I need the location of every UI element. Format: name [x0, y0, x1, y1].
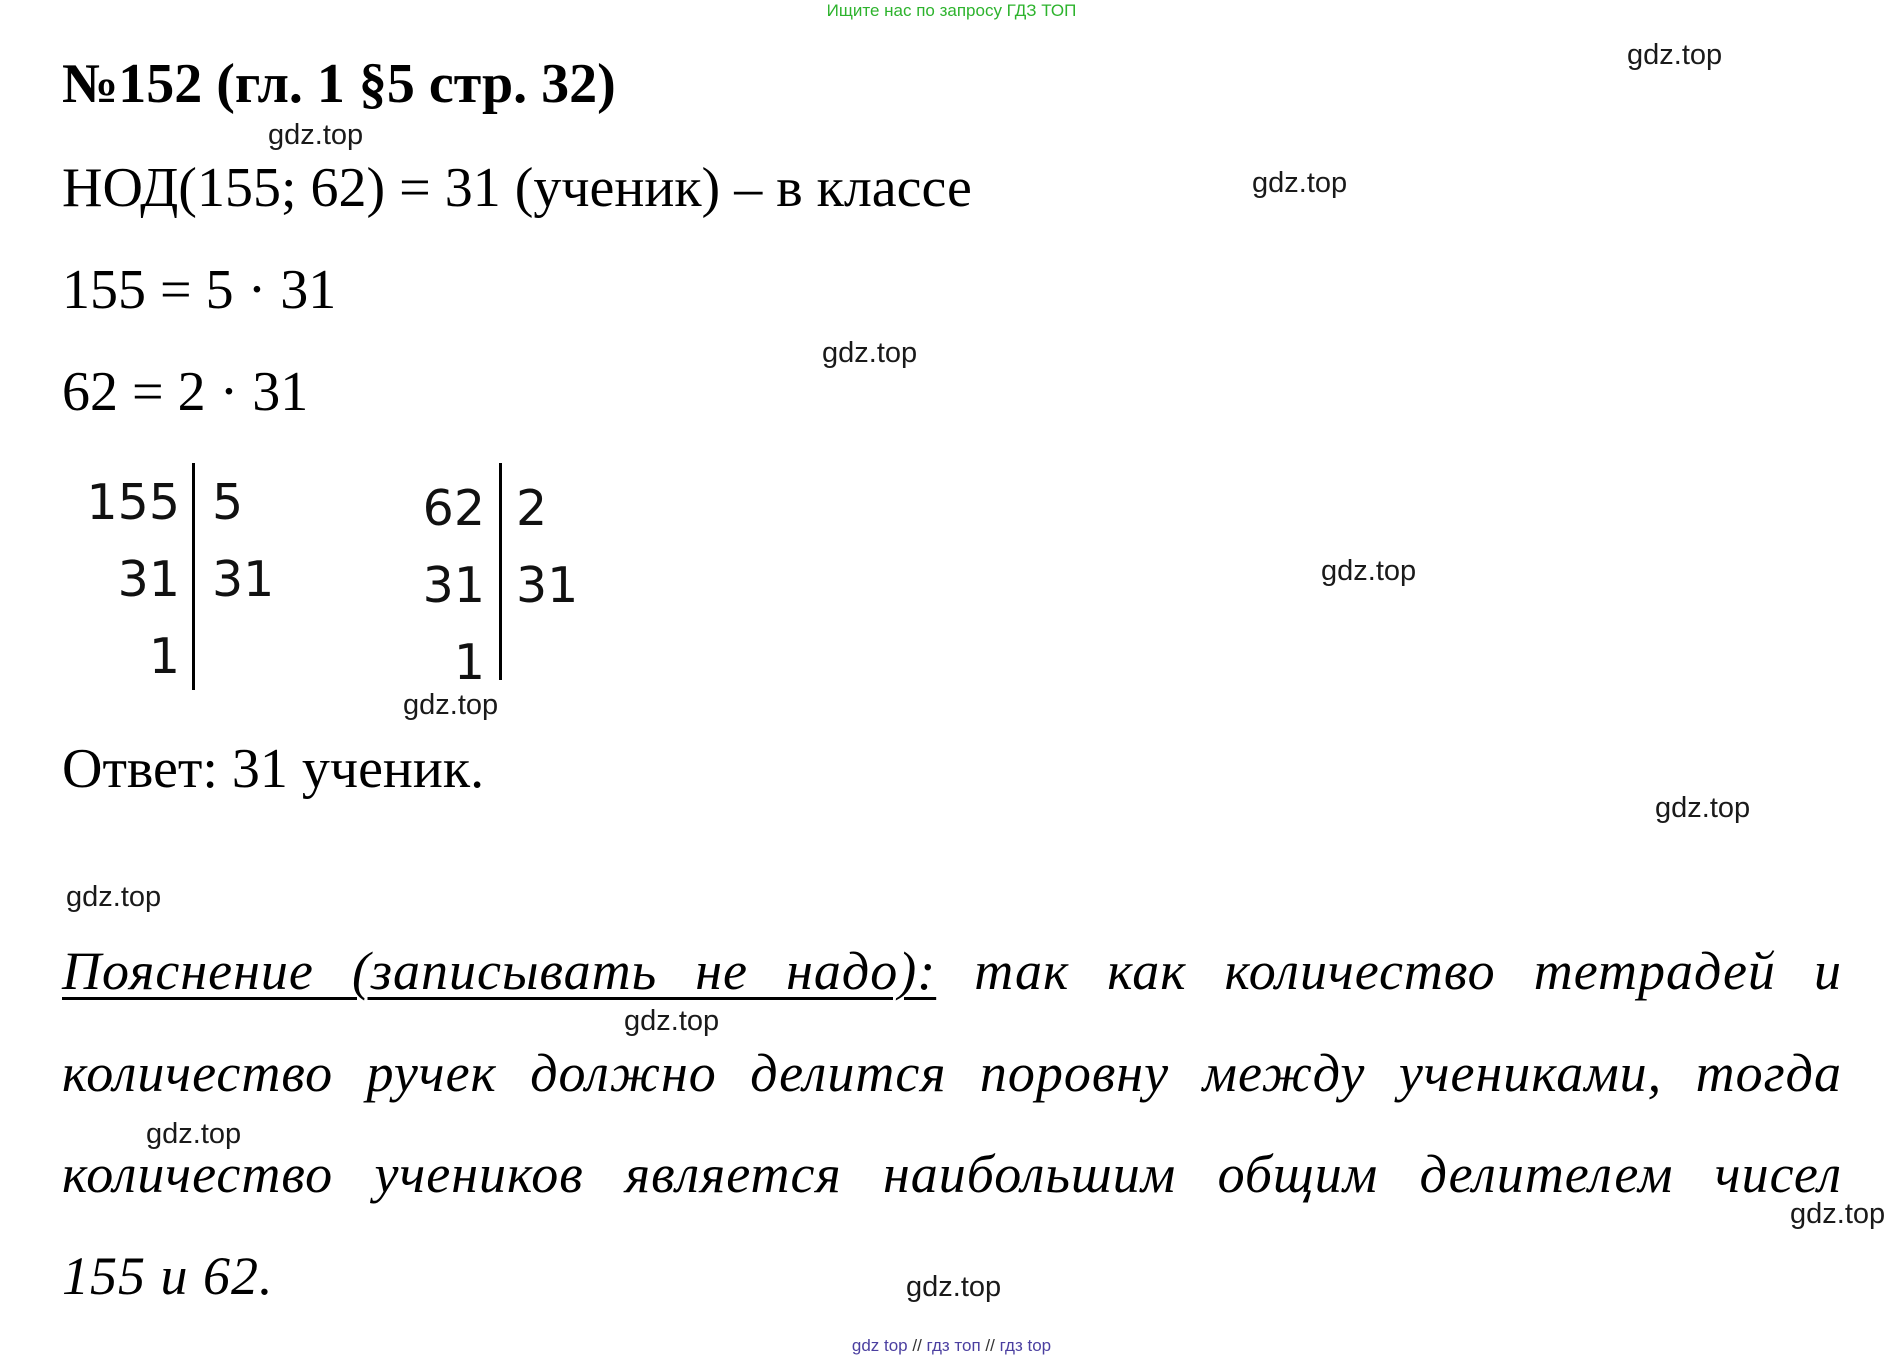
watermark: gdz.top — [403, 689, 499, 721]
watermark: gdz.top — [1790, 1198, 1886, 1230]
watermark: gdz.top — [1627, 39, 1723, 71]
explanation-line-1-text: так как количество тетрадей и — [974, 941, 1843, 1001]
division-62-divisor: 2 — [516, 480, 548, 537]
explanation-line-4: 155 и 62. — [62, 1246, 274, 1306]
factorization-155: 155 = 5 · 31 — [62, 259, 337, 321]
watermark: gdz.top — [822, 337, 918, 369]
footer-link-gdz-top-ru[interactable]: гдз топ — [926, 1336, 981, 1355]
division-155-divisor-2: 31 — [212, 551, 275, 608]
footer-separator: // — [985, 1336, 995, 1355]
factorization-62: 62 = 2 · 31 — [62, 361, 309, 423]
division-155-bar — [192, 463, 195, 690]
division-155-dividend: 155 — [86, 474, 180, 531]
footer-link-gdz-top-mixed[interactable]: гдз top — [999, 1336, 1052, 1355]
watermark: gdz.top — [906, 1271, 1002, 1303]
gcd-line: НОД(155; 62) = 31 (ученик) – в классе — [62, 157, 972, 219]
explanation-line-3: количество учеников является наибольшим общим делителем чисел — [62, 1144, 1842, 1204]
explanation-line-2: количество ручек должно делится поровну между учениками, тогда — [62, 1043, 1842, 1103]
watermark: gdz.top — [146, 1118, 242, 1150]
footer-link-gdz-top[interactable]: gdz top — [851, 1336, 908, 1355]
watermark: gdz.top — [1321, 555, 1417, 587]
division-62-bar — [499, 463, 502, 680]
search-hint-banner: Ищите нас по запросу ГДЗ ТОП — [826, 1, 1077, 20]
division-62-quotient: 31 — [422, 557, 485, 614]
division-155-divisor: 5 — [212, 474, 244, 531]
watermark: gdz.top — [268, 119, 364, 151]
answer-line: Ответ: 31 ученик. — [62, 738, 485, 800]
watermark: gdz.top — [624, 1005, 720, 1037]
problem-title: №152 (гл. 1 §5 стр. 32) — [62, 53, 616, 115]
division-62-one: 1 — [453, 634, 485, 691]
division-62-dividend: 62 — [422, 480, 485, 537]
explanation-heading: Пояснение (записывать не надо): — [62, 941, 937, 1001]
watermark: gdz.top — [1655, 792, 1751, 824]
explanation-line-1 — [62, 941, 1843, 1001]
division-155-quotient: 31 — [117, 551, 180, 608]
division-155-one: 1 — [148, 628, 180, 685]
watermark: gdz.top — [66, 881, 162, 913]
footer-separator: // — [912, 1336, 922, 1355]
division-62-divisor-2: 31 — [516, 557, 579, 614]
watermark: gdz.top — [1252, 167, 1348, 199]
footer-links — [0, 1336, 1903, 1356]
